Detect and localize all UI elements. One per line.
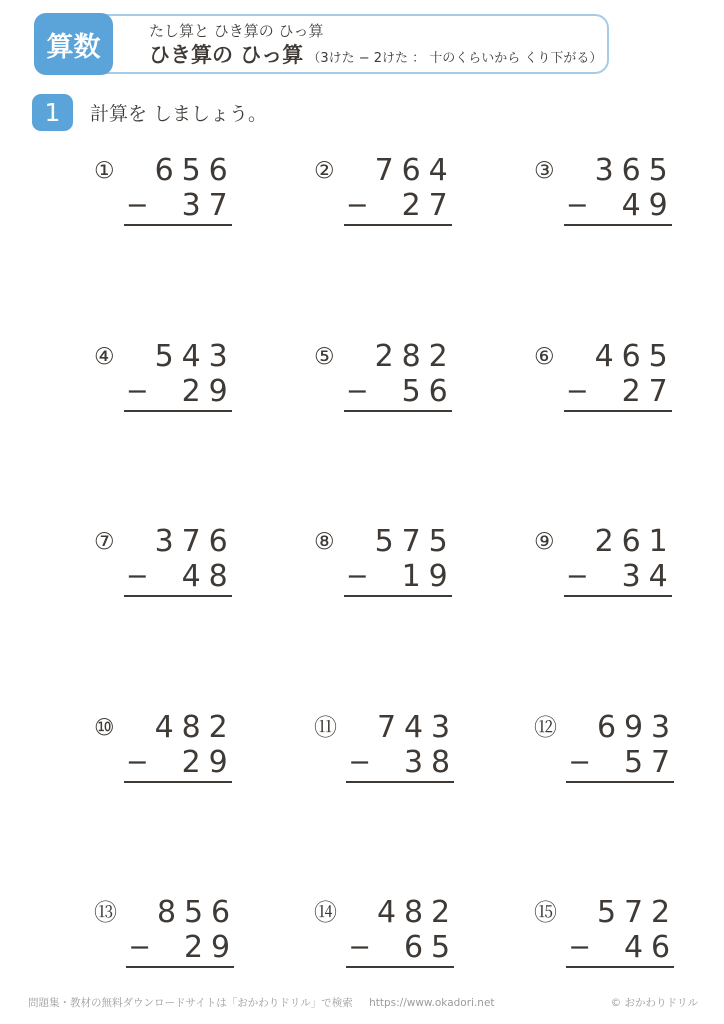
digit: 4 [428,153,448,188]
empty-cell [371,559,398,594]
problem-number: ⑮ [534,900,557,926]
title-line1: たし算と ひき算の ひっ算 [149,21,324,40]
empty-cell [564,339,591,374]
digit: 4 [154,709,174,745]
vertical-calculation [126,895,234,968]
digit: 7 [623,895,644,930]
problem [534,524,724,710]
digit: 6 [596,709,617,745]
problem-number: ② [314,158,335,184]
answer-line [566,781,674,783]
digit: 2 [428,338,448,374]
answer-line [124,224,232,226]
digit: 8 [403,895,424,930]
footer-copyright: © おかわりドリル [610,997,698,1009]
empty-cell [373,930,400,965]
minus-sign: − [128,932,151,963]
digit: 9 [210,930,231,965]
digit: 7 [181,524,201,559]
subtrahend-row [124,374,232,409]
subtrahend-row [344,374,452,409]
subtrahend-row [344,188,452,223]
digit: 4 [623,930,644,965]
minus-sign: − [568,932,591,963]
answer-line [344,410,452,412]
digit: 4 [376,895,397,930]
digit: 6 [621,338,641,374]
digit: 3 [181,188,201,223]
digit: 5 [430,930,451,965]
empty-cell [566,895,593,930]
problem-number: ⑤ [314,343,335,370]
minus-sign: − [348,932,371,963]
problem-number: ⑪ [314,714,337,741]
minus-sign: − [568,746,591,778]
digit: 2 [181,373,201,409]
empty-cell [124,153,151,188]
digit: 3 [403,744,424,780]
minus-sign: − [565,375,589,407]
subtrahend-row [124,188,232,223]
digit: 6 [650,930,671,965]
digit: 4 [403,709,424,745]
vertical-calculation [566,895,674,968]
digit: 9 [623,709,644,745]
title-box [35,14,609,74]
worksheet-header [35,14,609,74]
empty-cell [371,188,398,223]
minus-sign: − [345,561,369,592]
subtrahend-row [344,559,452,594]
digit: 6 [208,153,228,188]
minus-sign: − [565,190,589,221]
answer-line [124,595,232,597]
vertical-calculation [564,153,672,226]
subtrahend-row [566,745,674,780]
footer-search-text: 問題集・教材の無料ダウンロードサイトは「おかわりドリル」で検索 [28,997,353,1009]
problem [314,339,534,525]
digit: 3 [430,709,451,745]
footer-url: https://www.okadori.net [369,997,495,1009]
subtrahend-row [346,930,454,965]
digit: 5 [648,338,668,374]
empty-cell [591,374,618,409]
problem-number: ① [94,158,115,184]
digit: 8 [401,338,421,374]
minuend-row [564,524,672,559]
digit: 2 [181,744,201,780]
subtrahend-row [124,559,232,594]
problem [314,710,534,896]
digit: 8 [430,744,451,780]
problem-number: ⑬ [94,900,117,926]
minus-sign: − [125,746,149,778]
subtrahend-row [126,930,234,965]
subtrahend-row [564,559,672,594]
problem-number: ⑫ [534,714,557,741]
digit: 5 [428,524,448,559]
minuend-row [124,524,232,559]
digit: 1 [401,559,421,594]
answer-line [124,781,232,783]
digit: 6 [403,930,424,965]
minus-sign: − [348,746,371,778]
vertical-calculation [564,339,672,412]
answer-line [124,410,232,412]
minuend-row [344,153,452,188]
vertical-calculation [124,153,232,226]
subtrahend-row [566,930,674,965]
problem [94,524,314,710]
vertical-calculation [346,710,454,783]
problem [534,710,724,896]
digit: 4 [181,559,201,594]
digit: 5 [154,338,174,374]
vertical-calculation [344,153,452,226]
digit: 6 [210,895,231,930]
answer-line [346,966,454,968]
answer-line [564,224,672,226]
digit: 2 [430,895,451,930]
digit: 6 [154,153,174,188]
digit: 2 [650,895,671,930]
digit: 9 [428,559,448,594]
digit: 3 [621,559,641,594]
empty-cell [593,930,620,965]
digit: 7 [648,373,668,409]
vertical-calculation [344,339,452,412]
problem-number: ⑧ [314,529,335,555]
minus-sign: − [125,375,149,407]
digit: 9 [208,744,228,780]
problem [314,524,534,710]
problem [534,339,724,525]
problem-number: ⑥ [534,343,555,370]
subtrahend-row [124,745,232,780]
answer-line [566,966,674,968]
empty-cell [151,559,178,594]
subject-badge: 算数 [34,13,113,75]
subtrahend-row [564,188,672,223]
digit: 4 [621,188,641,223]
digit: 2 [401,188,421,223]
vertical-calculation [344,524,452,597]
digit: 2 [621,373,641,409]
empty-cell [591,559,618,594]
answer-line [126,966,234,968]
empty-cell [153,930,180,965]
minuend-row [124,710,232,745]
digit: 8 [156,895,177,930]
digit: 9 [648,188,668,223]
problem-number: ⑭ [314,900,337,926]
digit: 1 [648,524,668,559]
empty-cell [151,374,178,409]
problem [94,339,314,525]
digit: 7 [650,744,671,780]
digit: 2 [183,930,204,965]
digit: 3 [208,338,228,374]
digit: 4 [594,338,614,374]
empty-cell [373,745,400,780]
digit: 5 [648,153,668,188]
empty-cell [124,339,151,374]
vertical-calculation [346,895,454,968]
digit: 6 [621,153,641,188]
problem-number: ⑨ [534,529,555,555]
digit: 5 [401,373,421,409]
digit: 8 [208,559,228,594]
minus-sign: − [345,190,369,221]
minuend-row [566,710,674,745]
title-main: ひき算の ひっ算 [149,42,304,67]
empty-cell [151,188,178,223]
digit: 5 [596,895,617,930]
digit: 2 [208,709,228,745]
problem [94,153,314,339]
minuend-row [346,895,454,930]
minuend-row [126,895,234,930]
empty-cell [344,339,371,374]
digit: 8 [181,709,201,745]
empty-cell [346,895,373,930]
minuend-row [344,339,452,374]
digit: 5 [374,524,394,559]
minus-sign: − [125,190,149,221]
digit: 6 [428,373,448,409]
digit: 4 [181,338,201,374]
digit: 3 [594,153,614,188]
empty-cell [591,188,618,223]
section-number-badge: 1 [32,94,73,131]
digit: 6 [208,524,228,559]
minus-sign: − [565,561,589,592]
digit: 7 [428,188,448,223]
vertical-calculation [566,710,674,783]
digit: 5 [183,895,204,930]
empty-cell [126,895,153,930]
vertical-calculation [124,339,232,412]
empty-cell [371,374,398,409]
minuend-row [124,153,232,188]
title-line2 [149,42,603,68]
section-head [32,94,267,131]
empty-cell [124,710,151,745]
subtrahend-row [346,745,454,780]
vertical-calculation [124,524,232,597]
digit: 6 [401,153,421,188]
empty-cell [566,710,593,745]
worksheet-footer [28,995,698,1010]
empty-cell [564,153,591,188]
digit: 9 [208,373,228,409]
minuend-row [566,895,674,930]
answer-line [564,410,672,412]
answer-line [346,781,454,783]
problem [534,153,724,339]
minuend-row [564,153,672,188]
vertical-calculation [124,710,232,783]
answer-line [344,224,452,226]
minuend-row [346,710,454,745]
digit: 2 [374,338,394,374]
title-sub: （3けた − 2けた ： 十のくらいから くり下がる） [307,50,603,66]
digit: 7 [208,188,228,223]
vertical-calculation [564,524,672,597]
problem [94,710,314,896]
empty-cell [344,524,371,559]
minus-sign: − [345,375,369,407]
empty-cell [564,524,591,559]
problem-number: ⑩ [94,714,115,741]
digit: 7 [374,153,394,188]
minuend-row [124,339,232,374]
digit: 5 [181,153,201,188]
footer-left [28,995,495,1010]
empty-cell [124,524,151,559]
empty-cell [344,153,371,188]
minuend-row [564,339,672,374]
digit: 4 [648,559,668,594]
empty-cell [593,745,620,780]
subtrahend-row [564,374,672,409]
problems-grid [94,153,724,1024]
answer-line [564,595,672,597]
minus-sign: − [125,561,149,592]
digit: 7 [376,709,397,745]
problem-number: ③ [534,158,555,184]
digit: 6 [621,524,641,559]
empty-cell [151,745,178,780]
digit: 2 [594,524,614,559]
minuend-row [344,524,452,559]
problem [314,153,534,339]
problem-number: ⑦ [94,529,115,555]
digit: 5 [623,744,644,780]
empty-cell [346,710,373,745]
digit: 3 [650,709,671,745]
answer-line [344,595,452,597]
digit: 3 [154,524,174,559]
section-instruction: 計算を しましょう。 [90,103,268,125]
problem-number: ④ [94,343,115,370]
digit: 7 [401,524,421,559]
